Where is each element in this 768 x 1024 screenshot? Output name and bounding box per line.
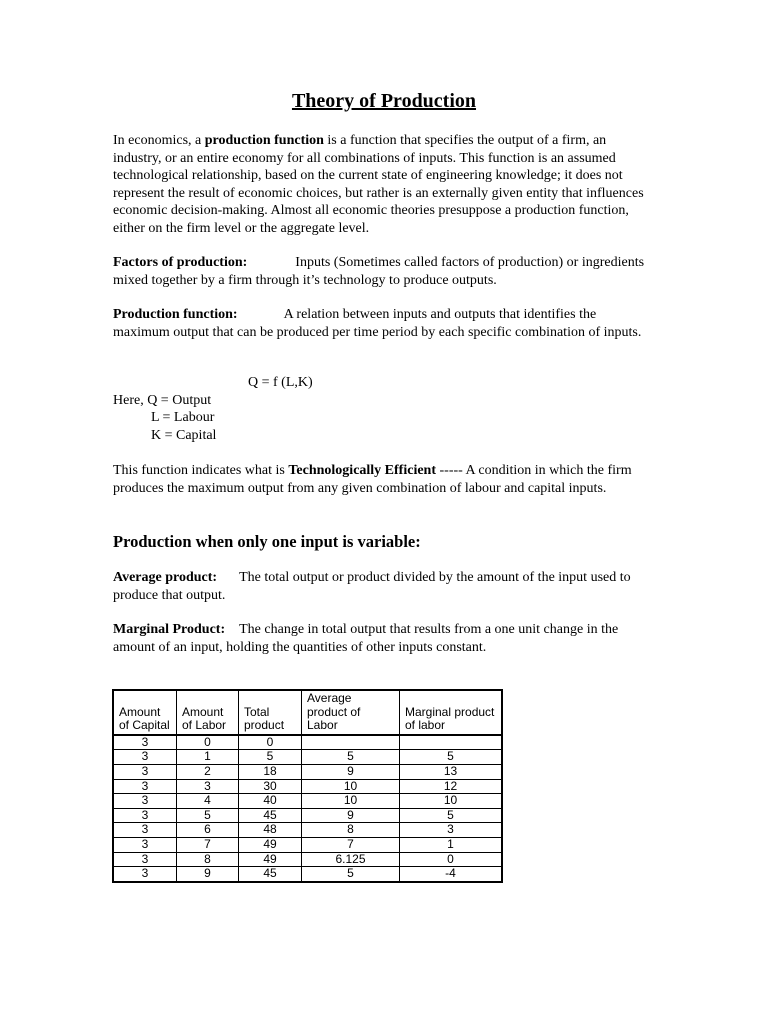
- page-title: Theory of Production: [291, 90, 477, 112]
- cell-marginal-product: 0: [400, 852, 503, 867]
- header-total-product: Total product: [239, 690, 302, 735]
- cell-capital: 3: [113, 808, 177, 823]
- average-product-term: Average product:: [113, 570, 218, 585]
- cell-marginal-product: 13: [400, 764, 503, 779]
- cell-marginal-product: [400, 735, 503, 750]
- table-row: [113, 808, 502, 823]
- efficiency-paragraph: [113, 462, 653, 497]
- cell-total-product: 45: [239, 867, 302, 882]
- cell-average-product: 8: [302, 823, 400, 838]
- cell-average-product: [302, 735, 400, 750]
- cell-capital: 3: [113, 779, 177, 794]
- header-labor: Amount of Labor: [177, 690, 239, 735]
- cell-marginal-product: 1: [400, 837, 503, 852]
- definition-labour: L = Labour: [151, 410, 215, 425]
- intro-text-rest: is a function that specifies the output of a firm, an industry, or an entire economy for all combinations of inputs. This function is an assumed technological relationship, based on the current state of engineering knowledge; it does not represent the result of economic choices, but rather is an externally given entity that influences economic decision-making. Almost all economic theories presuppose a production function, either on the firm level or the aggregate level.: [113, 133, 644, 236]
- cell-capital: 3: [113, 852, 177, 867]
- cell-total-product: 18: [239, 764, 302, 779]
- table-row: [113, 867, 502, 882]
- efficiency-text-start: This function indicates what is: [113, 463, 289, 478]
- cell-capital: 3: [113, 750, 177, 765]
- cell-total-product: 49: [239, 852, 302, 867]
- cell-marginal-product: -4: [400, 867, 503, 882]
- cell-labor: 4: [177, 794, 239, 809]
- cell-capital: 3: [113, 837, 177, 852]
- table-row: [113, 837, 502, 852]
- average-product-text: The total output or product divided by the amount of the input used to produce that output.: [113, 570, 631, 603]
- definition-output: Here, Q = Output: [113, 393, 212, 408]
- table-row: [113, 823, 502, 838]
- cell-average-product: 9: [302, 808, 400, 823]
- cell-total-product: 30: [239, 779, 302, 794]
- cell-total-product: 49: [239, 837, 302, 852]
- production-formula: Q = f (L,K): [248, 375, 313, 390]
- definition-capital: K = Capital: [151, 428, 217, 443]
- table-row: [113, 750, 502, 765]
- cell-marginal-product: 12: [400, 779, 503, 794]
- section-heading: Production when only one input is variable:: [113, 532, 421, 551]
- prod-function-paragraph: [113, 306, 653, 341]
- header-average-product: Average product of Labor: [302, 690, 400, 735]
- cell-marginal-product: 3: [400, 823, 503, 838]
- intro-term: production function: [204, 133, 324, 148]
- cell-labor: 9: [177, 867, 239, 882]
- intro-paragraph: [113, 132, 653, 238]
- cell-capital: 3: [113, 764, 177, 779]
- table-body: [113, 735, 502, 882]
- table-row: [113, 735, 502, 750]
- cell-total-product: 5: [239, 750, 302, 765]
- cell-labor: 2: [177, 764, 239, 779]
- efficiency-term: Technologically Efficient: [288, 463, 437, 478]
- prod-function-term: Production function:: [113, 307, 238, 322]
- cell-average-product: 6.125: [302, 852, 400, 867]
- cell-capital: 3: [113, 794, 177, 809]
- cell-average-product: 7: [302, 837, 400, 852]
- cell-labor: 1: [177, 750, 239, 765]
- prod-function-text: A relation between inputs and outputs that identifies the maximum output that can be produced per time period by each specific combination of inputs.: [113, 307, 642, 340]
- cell-average-product: 5: [302, 867, 400, 882]
- cell-capital: 3: [113, 823, 177, 838]
- average-product-paragraph: [113, 569, 653, 604]
- cell-total-product: 40: [239, 794, 302, 809]
- header-capital: Amount of Capital: [113, 690, 177, 735]
- table-row: [113, 852, 502, 867]
- header-marginal-product: Marginal product of labor: [400, 690, 503, 735]
- cell-labor: 3: [177, 779, 239, 794]
- cell-marginal-product: 5: [400, 808, 503, 823]
- marginal-product-paragraph: [113, 621, 653, 656]
- table-row: [113, 794, 502, 809]
- cell-labor: 7: [177, 837, 239, 852]
- table-row: [113, 779, 502, 794]
- intro-text-start: In economics, a: [113, 133, 205, 148]
- cell-average-product: 10: [302, 794, 400, 809]
- cell-labor: 6: [177, 823, 239, 838]
- table-header-row: [113, 690, 502, 735]
- factors-text: Inputs (Sometimes called factors of production) or ingredients mixed together by a firm through it’s technology to produce outputs.: [113, 255, 645, 288]
- cell-marginal-product: 5: [400, 750, 503, 765]
- efficiency-text-rest: ----- A condition in which the firm produces the maximum output from any given combination of labour and capital inputs.: [113, 463, 632, 496]
- cell-labor: 5: [177, 808, 239, 823]
- cell-average-product: 5: [302, 750, 400, 765]
- table-row: [113, 764, 502, 779]
- marginal-product-term: Marginal Product:: [113, 622, 226, 637]
- factors-term: Factors of production:: [113, 255, 248, 270]
- cell-average-product: 9: [302, 764, 400, 779]
- factors-paragraph: [113, 254, 653, 289]
- cell-average-product: 10: [302, 779, 400, 794]
- cell-capital: 3: [113, 735, 177, 750]
- cell-labor: 8: [177, 852, 239, 867]
- production-table: [112, 689, 503, 883]
- marginal-product-text: The change in total output that results from a one unit change in the amount of an input, holding the quantities of other inputs constant.: [113, 622, 619, 655]
- cell-marginal-product: 10: [400, 794, 503, 809]
- cell-total-product: 45: [239, 808, 302, 823]
- cell-capital: 3: [113, 867, 177, 882]
- cell-labor: 0: [177, 735, 239, 750]
- cell-total-product: 48: [239, 823, 302, 838]
- cell-total-product: 0: [239, 735, 302, 750]
